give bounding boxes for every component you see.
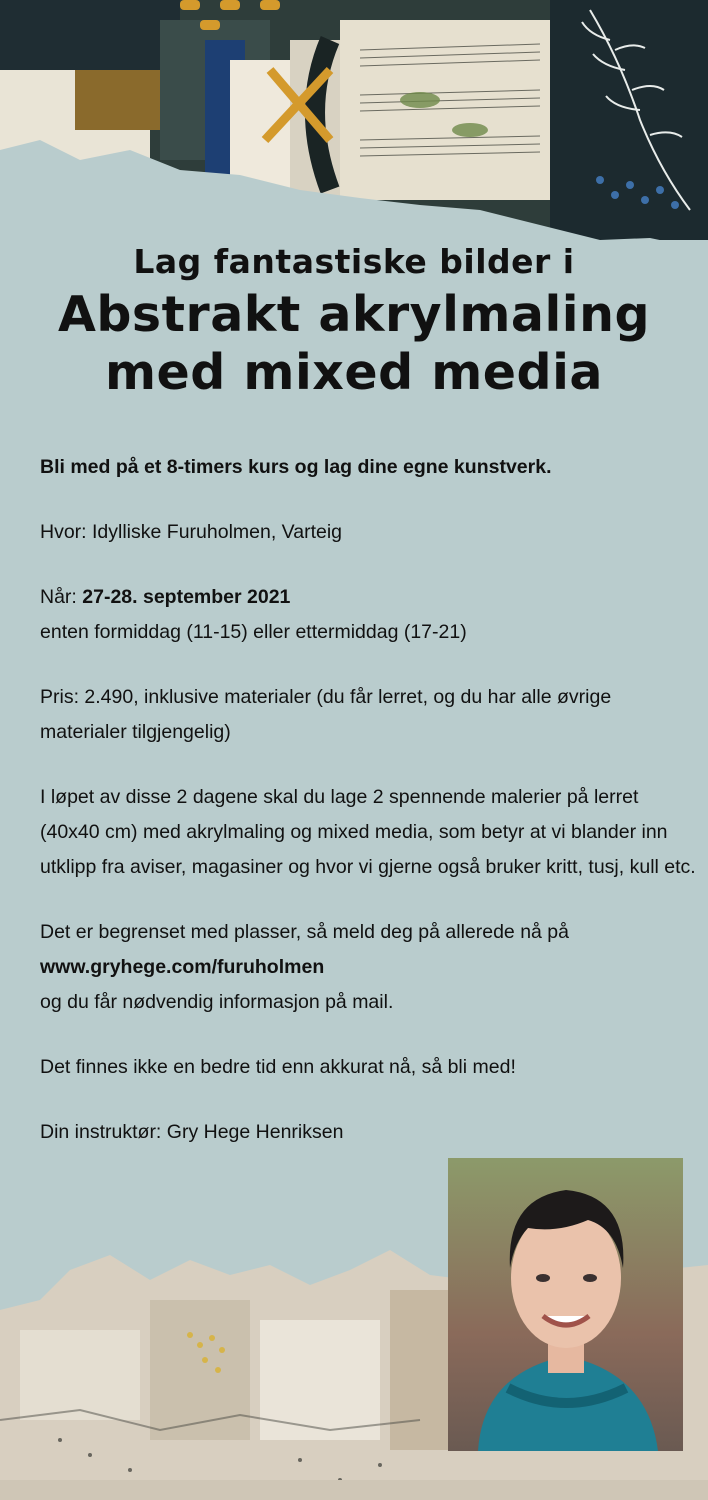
location-text: Hvor: Idylliske Furuholmen, Varteig	[40, 521, 343, 543]
course-details	[40, 450, 700, 1150]
call-to-action: Det finnes ikke en bedre tid enn akkurat nå, så bli med!	[40, 1056, 516, 1078]
intro-text: Bli med på et 8-timers kurs og lag dine egne kunstverk.	[40, 456, 552, 478]
date-block	[40, 580, 700, 650]
headline-line-3: med mixed media	[105, 344, 603, 401]
headline-line-1: Lag fantastiske bilder i	[133, 242, 575, 281]
headline	[0, 238, 708, 402]
instructor-name: Gry Hege Henriksen	[166, 1121, 344, 1143]
headline-line-2: Abstrakt akrylmaling	[57, 286, 651, 343]
signup-text: Det er begrenset med plasser, så meld deg på allerede nå på	[40, 921, 569, 943]
signup-after-text: og du får nødvendig informasjon på mail.	[40, 991, 394, 1013]
signup-link[interactable]: www.gryhege.com/furuholmen	[40, 956, 325, 978]
signup-block	[40, 915, 700, 1020]
date-label: Når:	[40, 586, 83, 608]
date-value: 27-28. september 2021	[82, 586, 291, 608]
instructor-label: Din instruktør:	[40, 1121, 167, 1143]
instructor-line	[40, 1115, 700, 1150]
instructor-portrait	[448, 1158, 683, 1451]
price-text: Pris: 2.490, inklusive materialer (du får lerret, og du har alle øvrige materialer tilgjengelig)	[40, 686, 612, 743]
description-text: I løpet av disse 2 dagene skal du lage 2 spennende malerier på lerret (40x40 cm) med akrylmaling og mixed media, som betyr at vi blander inn utklipp fra aviser, magasiner og hvor vi gjerne også bruker kritt, tusj, kull etc.	[40, 786, 696, 878]
collage-banner-art	[0, 0, 708, 260]
time-options: enten formiddag (11-15) eller ettermiddag (17-21)	[40, 621, 467, 643]
